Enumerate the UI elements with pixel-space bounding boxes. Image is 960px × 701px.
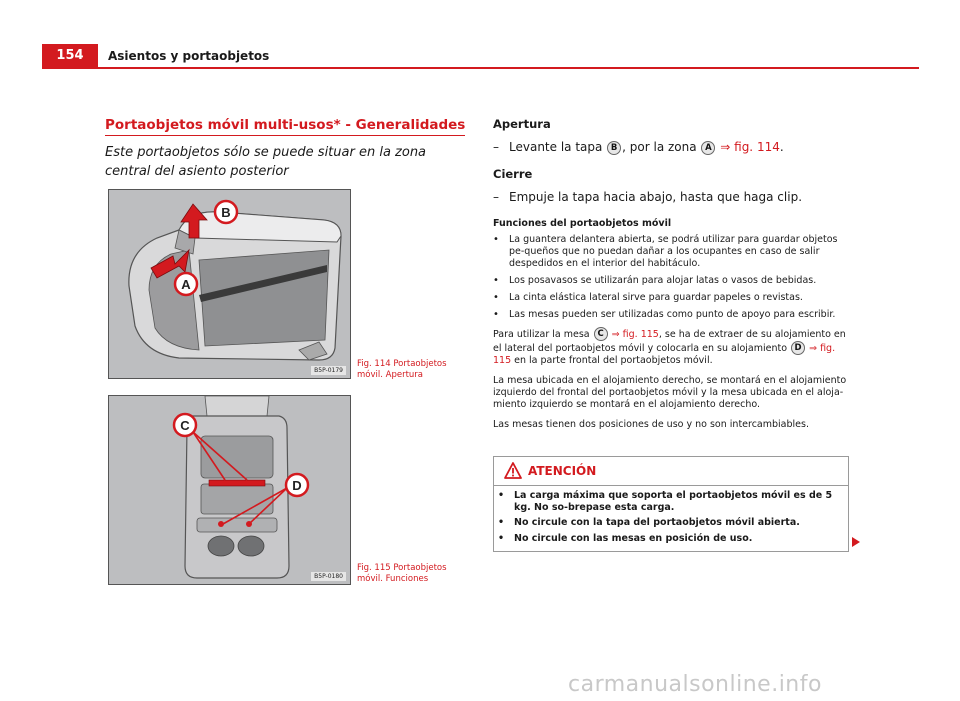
warning-box <box>493 456 849 552</box>
running-head: Asientos y portaobjetos <box>108 49 270 63</box>
apertura-step <box>493 139 850 155</box>
callout-D: D <box>292 478 302 493</box>
figure-code: B5P-0179 <box>311 366 346 375</box>
armrest-open-illustration <box>109 190 350 378</box>
list-item: • No circule con las mesas en posición de uso. <box>498 533 844 545</box>
watermark: carmanualsonline.info <box>568 672 822 697</box>
warning-title: ATENCIÓN <box>528 464 597 478</box>
fig-115-reference-link[interactable]: ⇒ fig. 115 <box>493 343 836 366</box>
funciones-list <box>493 234 850 321</box>
text-run: , se ha de extraer de su alojamiento en el lateral del portaobjetos móvil y colocarla en su alojamiento <box>493 329 846 354</box>
callout-A: A <box>181 277 191 292</box>
apertura-text <box>509 139 784 155</box>
text-run: . <box>779 140 784 154</box>
list-item: • Los posavasos se utilizarán para alojar latas o vasos de bebidas. <box>493 275 850 287</box>
figure-114 <box>108 189 351 379</box>
section-title: Portaobjetos móvil multi-usos* - Generalidades <box>105 117 466 133</box>
fig-114-reference-link[interactable]: ⇒ fig. 114 <box>720 140 780 154</box>
alojamiento-paragraph: La mesa ubicada en el alojamiento derecho, se montará en el alojamiento izquierdo del frontal del portaobjetos móvil y la mesa ubicada en el aloja-miento izquierdo se montará en el alojamiento derecho. <box>493 375 847 410</box>
step-dash: – <box>493 140 499 154</box>
list-item: • La cinta elástica lateral sirve para guardar papeles o revistas. <box>493 292 850 304</box>
warning-list <box>498 490 844 548</box>
list-item: • Las mesas pueden ser utilizadas como punto de apoyo para escribir. <box>493 309 850 321</box>
title-rule <box>105 135 465 136</box>
fig-115-reference-link[interactable]: ⇒ fig. 115 <box>611 329 659 340</box>
continue-arrow-icon <box>851 537 861 547</box>
warning-header <box>494 457 848 486</box>
step-dash: – <box>493 190 499 204</box>
mesa-paragraph <box>493 327 850 367</box>
figure-114-caption: Fig. 114 Portaobjetos móvil. Apertura <box>357 359 447 380</box>
text-run: Para utilizar la mesa <box>493 329 593 340</box>
figure-115-caption: Fig. 115 Portaobjetos móvil. Funciones <box>357 563 447 584</box>
funciones-heading: Funciones del portaobjetos móvil <box>493 218 672 229</box>
figure-115 <box>108 395 351 585</box>
header-rule <box>42 67 919 69</box>
text-run: en la parte frontal del portaobjetos móvil. <box>511 355 713 366</box>
section-intro: Este portaobjetos sólo se puede situar en la zona central del asiento posterior <box>105 145 427 179</box>
key-A-badge: A <box>701 141 715 155</box>
key-D-badge: D <box>791 341 805 355</box>
cierre-step <box>493 189 850 205</box>
warning-triangle-icon <box>504 462 522 479</box>
apertura-heading: Apertura <box>493 117 551 131</box>
posiciones-paragraph: Las mesas tienen dos posiciones de uso y no son intercambiables. <box>493 419 809 430</box>
list-item: • La guantera delantera abierta, se podrá utilizar para guardar objetos pe-queños que no puedan dañar a los ocupantes en caso de salir despedidos en el interior del habitáculo. <box>493 234 850 270</box>
cierre-heading: Cierre <box>493 167 533 181</box>
list-item: • No circule con la tapa del portaobjetos móvil abierta. <box>498 517 844 529</box>
armrest-functions-illustration <box>109 396 350 584</box>
text-run: Levante la tapa <box>509 140 607 154</box>
cierre-text: Empuje la tapa hacia abajo, hasta que haga clip. <box>509 190 803 204</box>
text-run: , por la zona <box>622 140 701 154</box>
right-column <box>493 117 850 431</box>
figure-code: B5P-0180 <box>311 572 346 581</box>
page-number: 154 <box>42 44 98 68</box>
callout-B: B <box>221 205 231 220</box>
key-C-badge: C <box>594 327 608 341</box>
list-item: • La carga máxima que soporta el portaobjetos móvil es de 5 kg. No so-brepase esta carga. <box>498 490 844 513</box>
key-B-badge: B <box>607 141 621 155</box>
callout-C: C <box>180 418 190 433</box>
